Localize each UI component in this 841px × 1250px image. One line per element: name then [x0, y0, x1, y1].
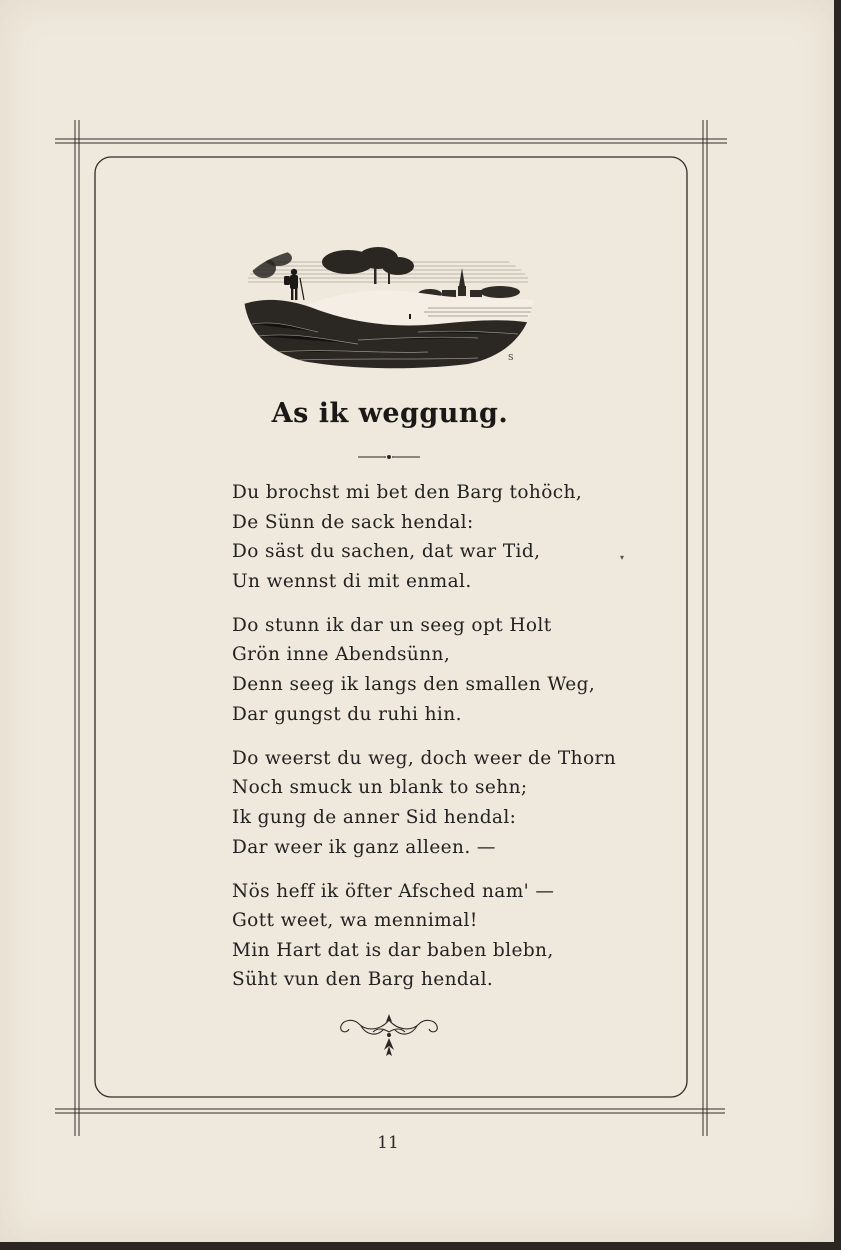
poem-line: Grön inne Abendsünn,	[232, 644, 451, 666]
tailpiece-flourish-ornament	[337, 1010, 441, 1062]
stanza	[232, 478, 632, 596]
title-rule-ornament	[356, 452, 422, 462]
artist-signature: S	[508, 353, 514, 362]
ink-speck: ▾	[620, 553, 625, 562]
poem-line: Süht vun den Barg hendal.	[232, 969, 494, 991]
stanza	[232, 877, 632, 995]
poem-line: Noch smuck un blank to sehn;	[232, 777, 528, 799]
poem-line: Dar weer ik ganz alleen. —	[232, 836, 496, 858]
poem-line: Ik gung de anner Sid hendal:	[232, 806, 517, 828]
poem-line: Du brochst mi bet den Barg tohöch,	[232, 482, 583, 503]
poem-line: De Sünn de sack hendal:	[232, 511, 474, 533]
stanza	[232, 611, 632, 729]
poem-line: Min Hart dat is dar baben blebn,	[232, 939, 554, 961]
poem-line: Nös heff ik öfter Afsched nam' —	[232, 880, 555, 902]
poem-line: Un wennst di mit enmal.	[232, 570, 472, 592]
poem-line: Gott weet, wa mennimal!	[232, 910, 478, 932]
poem-line: Denn seeg ik langs den smallen Weg,	[232, 674, 596, 696]
landscape-vignette-illustration	[238, 228, 538, 370]
poem-line: Do stunn ik dar un seeg opt Holt	[232, 614, 552, 636]
poem-title: As ik weggung.	[271, 398, 509, 429]
poem-line: Do säst du sachen, dat war Tid,	[232, 541, 541, 563]
poem-body	[232, 478, 632, 1010]
poem-line: Dar gungst du ruhi hin.	[232, 703, 462, 725]
poem-line: Do weerst du weg, doch weer de Thorn	[232, 747, 617, 769]
stanza	[232, 744, 632, 862]
page-number: 11	[377, 1133, 399, 1153]
